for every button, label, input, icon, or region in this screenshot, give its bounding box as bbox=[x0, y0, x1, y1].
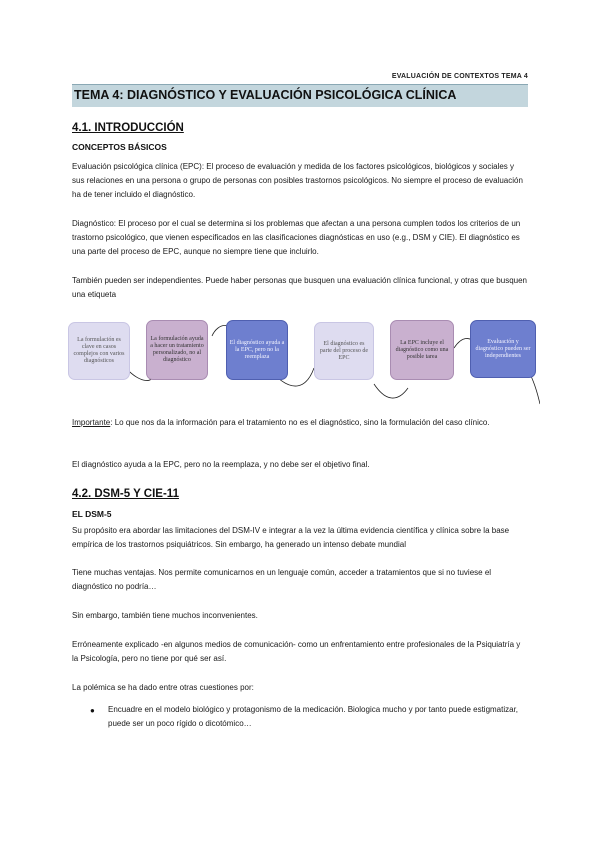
paragraph-ventajas: Tiene muchas ventajas. Nos permite comunicarnos en un lenguaje común, acceder a tratamientos que si no tuviese el diagnóstico no podría… bbox=[72, 568, 492, 591]
paragraph-proposito: Su propósito era abordar las limitaciones del DSM-IV e integrar a la vez la última evidencia científica y clínica sobre la base empírica de los trastornos psiquiátricos. Sin embargo, ha generado un intenso debate mundial bbox=[72, 526, 510, 549]
paragraph-independientes: También pueden ser independientes. Puede haber personas que busquen una evaluación clínica funcional, y otras que busquen una etiqueta bbox=[72, 276, 527, 299]
paragraph-inconvenientes: Sin embargo, también tiene muchos inconvenientes. bbox=[72, 611, 258, 620]
diagram-box-6: Evaluación y diagnóstico pueden ser independientes bbox=[470, 320, 536, 378]
diagram-box-3: El diagnóstico ayuda a la EPC, pero no la reemplaza bbox=[226, 320, 288, 380]
subheading-conceptos-basicos: CONCEPTOS BÁSICOS bbox=[72, 142, 167, 152]
diagram-box-1: La formulación es clave en casos complejos con varios diagnósticos bbox=[68, 322, 130, 380]
paragraph-erroneamente: Erróneamente explicado -en algunos medios de comunicación- como un enfrentamiento entre profesionales de la Psiquiatría y la Psicología, pero no tiene por qué ser así. bbox=[72, 640, 521, 663]
diagram-box-2: La formulación ayuda a hacer un tratamiento personalizado, no al diagnóstico bbox=[146, 320, 208, 380]
paragraph-epc: Evaluación psicológica clínica (EPC): El proceso de evaluación y medida de los factores psicológicos, biológicos y sociales y sus relaciones en una persona o grupo de personas con posibles trastornos psicológicos. No siempre el proceso de evaluación ha de tener incluido el diagnóstico. bbox=[72, 162, 523, 199]
diagram-box-4: El diagnóstico es parte del proceso de EPC bbox=[314, 322, 374, 380]
paragraph-diagnostico: Diagnóstico: El proceso por el cual se determina si los problemas que afectan a una persona cumplen todos los criterios de un trastorno psicológico, que vienen especificados en las clasificaciones diagnósticas en uso (e.g., DSM y CIE). El diagnóstico es una parte del proceso de EPC, aunque no siempre tiene que incluirlo. bbox=[72, 219, 521, 256]
bullet-icon: ● bbox=[90, 706, 95, 715]
topic-title-bar bbox=[72, 84, 528, 107]
paragraph-importante bbox=[72, 416, 528, 430]
importante-label: Importante bbox=[72, 418, 111, 427]
paragraph-polemica: La polémica se ha dado entre otras cuestiones por: bbox=[72, 683, 254, 692]
diagram-box-5: La EPC incluye el diagnóstico como una posible tarea bbox=[390, 320, 454, 380]
process-diagram bbox=[68, 318, 540, 408]
paragraph-ayuda: El diagnóstico ayuda a la EPC, pero no la reemplaza, y no debe ser el objetivo final. bbox=[72, 460, 370, 469]
importante-text: : Lo que nos da la información para el tratamiento no es el diagnóstico, sino la formulación del caso clínico. bbox=[110, 418, 490, 427]
list-item: Encuadre en el modelo biológico y protagonismo de la medicación. Biologica mucho y por tanto puede estigmatizar, puede ser un poco rígido o dicotómico… bbox=[108, 705, 519, 728]
topic-title: TEMA 4: DIAGNÓSTICO Y EVALUACIÓN PSICOLÓGICA CLÍNICA bbox=[74, 88, 457, 102]
section-heading-dsm-cie: 4.2. DSM-5 Y CIE-11 bbox=[72, 488, 179, 500]
section-heading-introduccion: 4.1. INTRODUCCIÓN bbox=[72, 122, 184, 134]
subheading-el-dsm-5: EL DSM-5 bbox=[72, 509, 112, 519]
running-header: EVALUACIÓN DE CONTEXTOS TEMA 4 bbox=[391, 73, 528, 80]
